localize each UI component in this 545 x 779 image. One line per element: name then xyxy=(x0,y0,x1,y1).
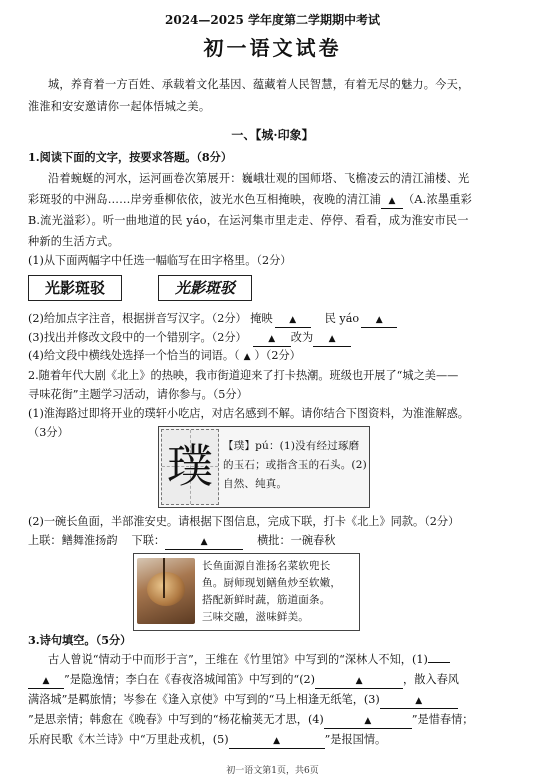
triangle-icon: ▲ xyxy=(355,676,363,686)
noodle-photo xyxy=(137,558,195,624)
q1-passage-line-2 xyxy=(28,193,472,209)
couplet-line xyxy=(28,534,335,550)
triangle-icon[interactable]: ▲ xyxy=(243,352,251,362)
q1-sub2 xyxy=(28,312,397,328)
hanzi-answer-blank[interactable] xyxy=(361,312,397,328)
triangle-icon: ▲ xyxy=(273,736,281,746)
definition-line-3: 自然、纯真。 xyxy=(223,478,288,490)
noodle-info-line-1: 长鱼面源自淮扬名菜软兜长 xyxy=(202,560,331,572)
q2-stem-line-1: 2.随着年代大剧《北上》的热映，我市街道迎来了打卡热潮。班级也开展了“城之美—— xyxy=(28,369,459,382)
triangle-icon: ▲ xyxy=(375,315,383,325)
q1-sub2-text: (2)给加点字注音，根据拼音写汉字。（2分） 掩映 xyxy=(28,312,273,325)
q1-passage-line-3: B.流光溢彩）。听一曲地道的民 yáo，在运河集市里走走、停停、看看，成为淮安市民一 xyxy=(28,214,469,227)
q1-passage-choice-a: （A.浓墨重彩 xyxy=(403,193,472,206)
q3-stem: 3.诗句填空。（5分） xyxy=(28,633,132,647)
q1-passage-blank[interactable] xyxy=(381,193,403,209)
intro-line-2: 淮淮和安安邀请你一起体悟城之美。 xyxy=(28,100,211,113)
q3-line-1-text: 古人曾说“情动于中而形于言”，王维在《竹里馆》中写到的“深林人不知，(1) xyxy=(48,653,428,666)
q1-sub4-score: ）（2分） xyxy=(254,349,301,362)
dictionary-figure xyxy=(158,426,370,508)
q3-line-4 xyxy=(28,713,473,729)
q1-passage-text: 彩斑驳的中洲岛……岸旁垂柳依依，波光水色互相掩映，夜晚的清江浦 xyxy=(28,193,382,206)
pinyin-answer-blank[interactable] xyxy=(275,312,311,328)
poem-blank-2[interactable] xyxy=(315,673,403,689)
q1-sub2-word: 民 yáo xyxy=(324,312,360,325)
noodle-info-line-2: 鱼。厨师现划鳝鱼炒至软嫩， xyxy=(202,577,342,589)
triangle-icon: ▲ xyxy=(328,334,336,344)
character-grid xyxy=(161,429,219,505)
q2-sub2: (2)一碗长鱼面，半部淮安史。请根据下图信息，完成下联，打卡《北上》同款。（2分） xyxy=(28,515,460,528)
noodle-info-figure xyxy=(133,553,360,631)
q1-sub3 xyxy=(28,331,351,347)
poem-blank-1[interactable] xyxy=(428,662,450,663)
noodle-info-line-4: 三味交融，滋味鲜美。 xyxy=(202,611,309,623)
character-pu: 璞 xyxy=(167,439,213,493)
q3-line-5 xyxy=(28,733,386,749)
dictionary-definition xyxy=(223,437,367,494)
q3-line-1 xyxy=(48,653,450,667)
q2-sub1-score: （3分） xyxy=(28,426,69,439)
q2-stem-line-2: 寻味花街”主题学习活动，请你参与。（5分） xyxy=(28,388,248,401)
couplet-upper: 上联：鳝舞淮扬韵 xyxy=(28,534,118,547)
q3-line-3-text: 满洛城”是羁旅情；岑参在《逢入京使》中写到的“马上相逢无纸笔，(3) xyxy=(28,693,380,706)
q3-line-4-tail: ”是惜春情； xyxy=(411,713,474,726)
exam-subtitle: 初一语文试卷 xyxy=(203,36,342,60)
triangle-icon: ▲ xyxy=(289,315,297,325)
poem-blank-4[interactable] xyxy=(324,713,412,729)
correction-answer-blank[interactable] xyxy=(313,331,351,347)
q1-passage-line-1: 沿着蜿蜒的河水，运河画卷次第展开：巍峨壮观的国师塔、飞檐凌云的清江浦楼、光 xyxy=(48,172,470,185)
couplet-top: 横批：一碗春秋 xyxy=(257,534,336,547)
q3-line-5-tail: ”是报国情。 xyxy=(324,733,387,746)
poem-blank-1-cont[interactable] xyxy=(28,673,64,689)
section-heading: 一、【城·印象】 xyxy=(231,128,314,142)
q1-sub3-text: (3)找出并修改文段中的一个错别字。（2分） xyxy=(28,331,247,344)
q1-sub4 xyxy=(28,349,301,364)
q3-line-3 xyxy=(28,693,458,709)
q1-sub3-change: 改为 xyxy=(290,331,314,344)
poem-blank-3[interactable] xyxy=(380,693,458,709)
q1-sub4-text: (4)给文段中横线处选择一个恰当的词语。（ xyxy=(28,349,240,362)
calligraphy-sample-1: 光影斑驳 xyxy=(28,275,122,301)
calligraphy-sample-2: 光影斑驳 xyxy=(158,275,252,301)
q1-passage-line-4: 种新的生活方式。 xyxy=(28,235,120,248)
triangle-icon: ▲ xyxy=(200,537,208,547)
q3-line-2 xyxy=(28,673,459,689)
couplet-answer-blank[interactable] xyxy=(165,534,243,550)
triangle-icon: ▲ xyxy=(42,676,50,686)
q3-line-2-text: ”是隐逸情；李白在《春夜洛城闻笛》中写到的“(2) xyxy=(64,673,316,686)
q2-sub1: (1)淮海路过即将开业的璞轩小吃店，对店名感到不解。请你结合下图资料，为淮淮解惑。 xyxy=(28,407,469,420)
triangle-icon: ▲ xyxy=(388,196,396,206)
q3-line-2-tail: ，散入春风 xyxy=(403,673,459,686)
q3-line-4-text: ”是思亲情；韩愈在《晚春》中写到的“杨花榆荚无才思，(4) xyxy=(28,713,324,726)
typo-answer-blank[interactable] xyxy=(253,331,291,347)
q1-sub1: (1)从下面两幅字中任选一幅临写在田字格里。（2分） xyxy=(28,254,292,267)
intro-line-1: 城，养育着一方百姓、承载着文化基因、蕴藏着人民智慧，有着无尽的魅力。今天， xyxy=(48,78,470,91)
triangle-icon: ▲ xyxy=(364,716,372,726)
poem-blank-5[interactable] xyxy=(229,733,325,749)
q1-stem: 1.阅读下面的文字，按要求答题。（8分） xyxy=(28,150,233,164)
triangle-icon: ▲ xyxy=(268,334,276,344)
noodle-description xyxy=(202,558,341,626)
noodle-info-line-3: 搭配新鲜时蔬，筋道面条。 xyxy=(202,594,331,606)
exam-title: 2024—2025 学年度第二学期期中考试 xyxy=(165,13,380,27)
page-footer: 初一语文第1页，共6页 xyxy=(226,766,319,776)
triangle-icon: ▲ xyxy=(415,696,423,706)
q3-line-5-text: 乐府民歌《木兰诗》中“万里赴戎机，(5) xyxy=(28,733,229,746)
definition-line-1: 【璞】pú：(1)没有经过琢磨 xyxy=(223,440,360,452)
couplet-lower-label: 下联： xyxy=(131,534,166,547)
definition-line-2: 的玉石；或指含玉的石头。(2) xyxy=(223,459,367,471)
